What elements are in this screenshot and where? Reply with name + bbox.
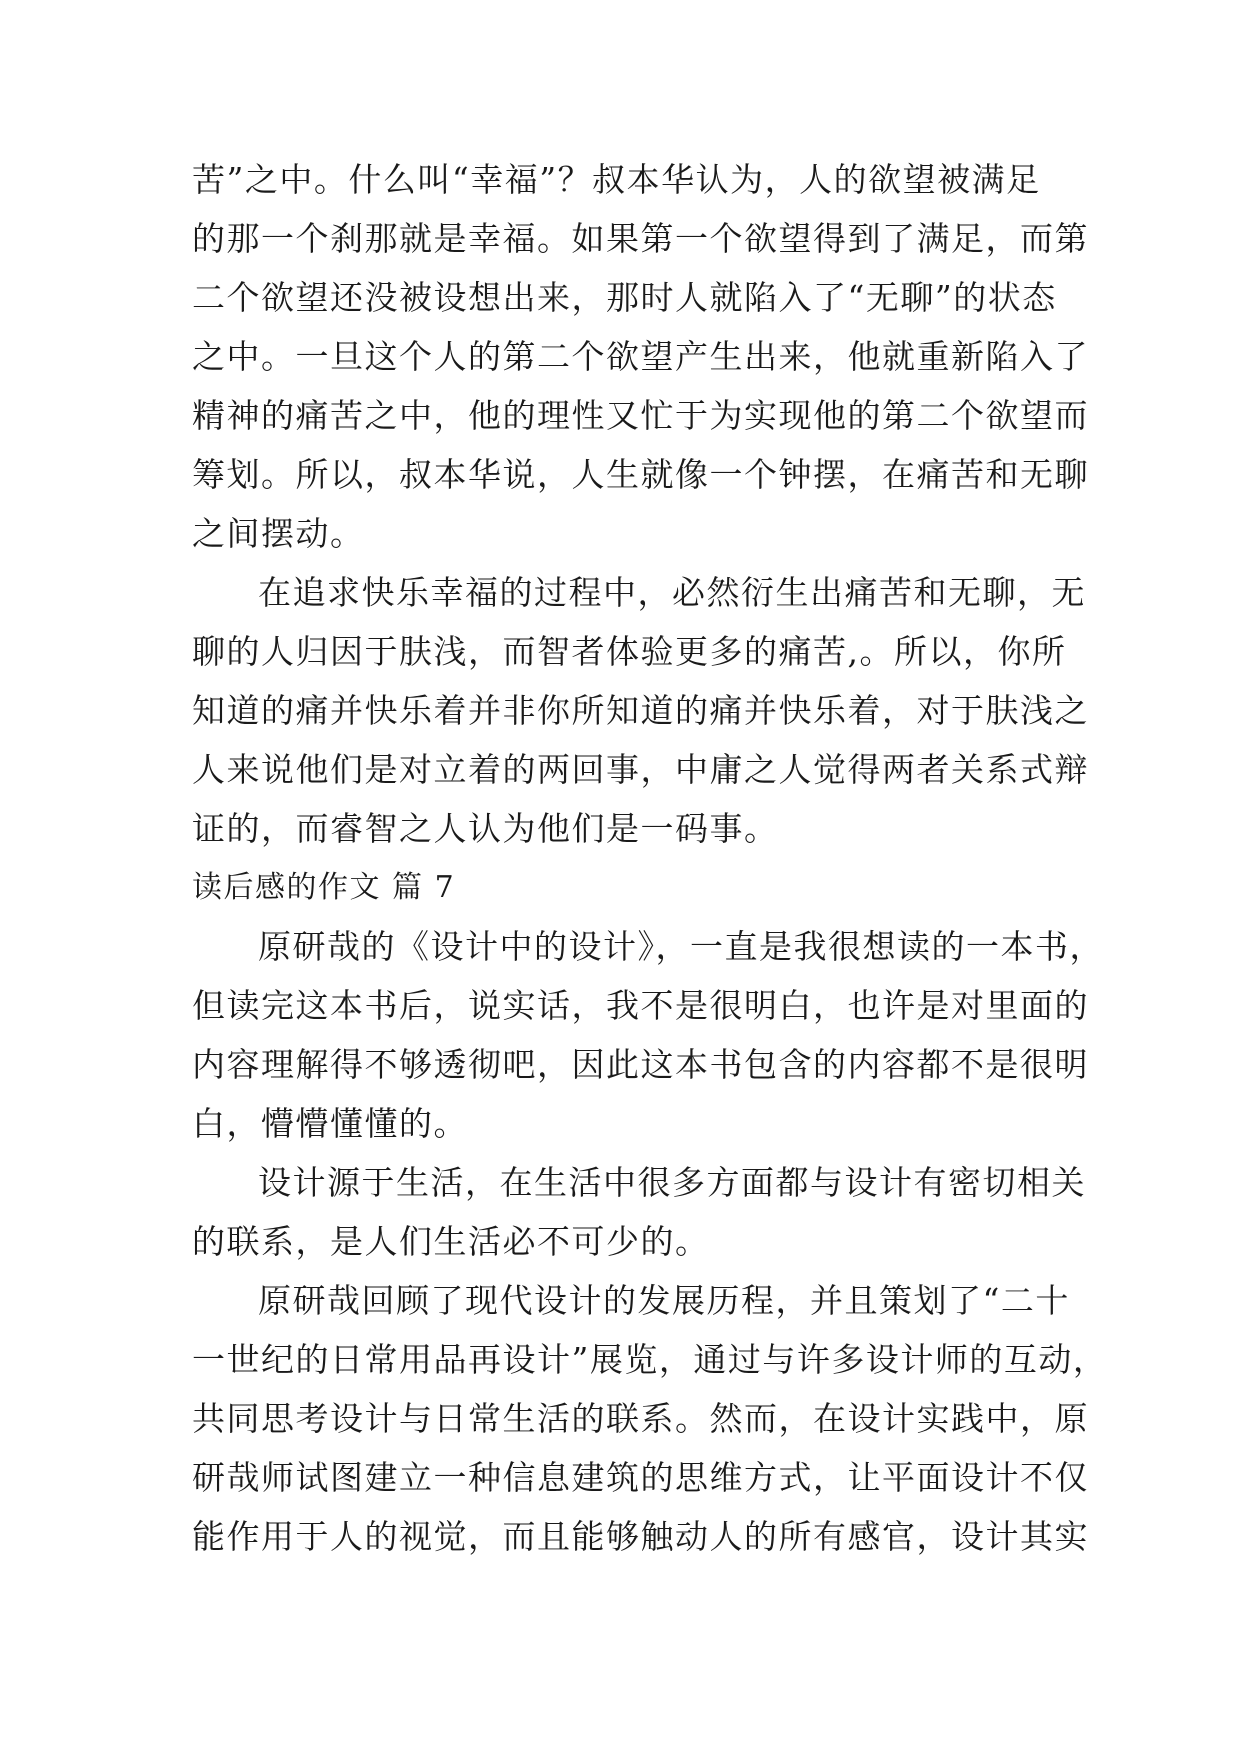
paragraph-line: 在追求快乐幸福的过程中，必然衍生出痛苦和无聊，无 <box>258 573 1086 612</box>
paragraph-line: 白，懵懵懂懂的。 <box>192 1104 468 1143</box>
paragraph-line: 的那一个刹那就是幸福。如果第一个欲望得到了满足，而第 <box>192 219 1089 258</box>
paragraph-line: 证的，而睿智之人认为他们是一码事。 <box>192 809 779 848</box>
paragraph-line: 知道的痛并快乐着并非你所知道的痛并快乐着，对于肤浅之 <box>192 691 1089 730</box>
paragraph-2 <box>192 563 1089 858</box>
paragraph-line: 精神的痛苦之中，他的理性又忙于为实现他的第二个欲望而 <box>192 396 1089 435</box>
paragraph-line: 一世纪的日常用品再设计”展览，通过与许多设计师的互动， <box>192 1340 1108 1379</box>
paragraph-1 <box>192 150 1089 563</box>
paragraph-5 <box>192 1271 1108 1566</box>
paragraph-line: 共同思考设计与日常生活的联系。然而，在设计实践中，原 <box>192 1399 1089 1438</box>
paragraph-line: 原研哉回顾了现代设计的发展历程，并且策划了“二十 <box>258 1281 1070 1320</box>
paragraph-line: 设计源于生活，在生活中很多方面都与设计有密切相关 <box>258 1163 1086 1202</box>
paragraph-line: 之中。一旦这个人的第二个欲望产生出来，他就重新陷入了 <box>192 337 1089 376</box>
paragraph-line: 人来说他们是对立着的两回事，中庸之人觉得两者关系式辩 <box>192 750 1089 789</box>
paragraph-3 <box>192 917 1104 1153</box>
section-heading: 读后感的作文 篇 7 <box>192 870 456 905</box>
paragraph-4 <box>192 1153 1086 1271</box>
paragraph-line: 的联系，是人们生活必不可少的。 <box>192 1222 710 1261</box>
paragraph-line: 但读完这本书后，说实话，我不是很明白，也许是对里面的 <box>192 986 1089 1025</box>
document-page <box>192 150 1108 1566</box>
paragraph-line: 能作用于人的视觉，而且能够触动人的所有感官，设计其实 <box>192 1517 1089 1556</box>
paragraph-line: 内容理解得不够透彻吧，因此这本书包含的内容都不是很明 <box>192 1045 1089 1084</box>
paragraph-line: 苦”之中。什么叫“幸福”？叔本华认为，人的欲望被满足 <box>192 160 1041 199</box>
paragraph-line: 原研哉的《设计中的设计》，一直是我很想读的一本书， <box>258 927 1104 966</box>
paragraph-line: 二个欲望还没被设想出来，那时人就陷入了“无聊”的状态 <box>192 278 1057 317</box>
paragraph-line: 聊的人归因于肤浅，而智者体验更多的痛苦,。所以，你所 <box>192 632 1067 671</box>
paragraph-line: 研哉师试图建立一种信息建筑的思维方式，让平面设计不仅 <box>192 1458 1089 1497</box>
paragraph-line: 筹划。所以，叔本华说，人生就像一个钟摆，在痛苦和无聊 <box>192 455 1089 494</box>
paragraph-line: 之间摆动。 <box>192 514 365 553</box>
